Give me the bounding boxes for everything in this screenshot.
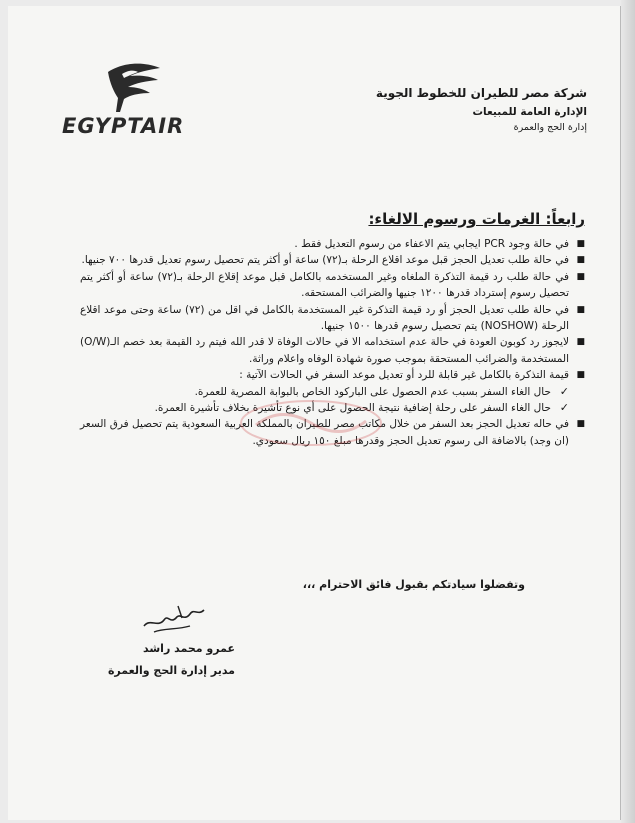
signatory-title: مدير إدارة الحج والعمرة — [107, 664, 235, 677]
list-item: ■ في حالة طلب تعديل الحجز قبل موعد اقلاع الرحلة بـ(٧٢) ساعة أو أكثر يتم تحصيل رسوم تعديل قدرها ٧٠٠ جنيها. — [80, 252, 585, 268]
square-bullet-icon: ■ — [576, 239, 585, 249]
square-bullet-icon: ■ — [576, 337, 585, 348]
section-title: رابعاً: الغرمات ورسوم الالغاء: — [368, 210, 585, 228]
handwritten-signature — [140, 598, 210, 638]
letterhead — [367, 86, 587, 133]
horus-falcon-icon — [100, 62, 164, 114]
checkmark-icon: ✓ — [559, 401, 569, 415]
square-bullet-icon: ■ — [576, 271, 585, 282]
company-name: شركة مصر للطيران للخطوط الجوية — [375, 86, 587, 100]
list-item: ■ في حالة طلب تعديل الحجز أو رد قيمة التذكرة غير المستخدمة بالكامل في اقل من (٧٢) ساعة وحتى موعد اقلاع الرحلة (NOSHOW) يتم تحصيل رسوم قدرها ١٥٠٠ جنيها. — [80, 303, 585, 333]
list-item: ■ لايجوز رد كوبون العودة في حالة عدم استخدامه الا في حالات الوفاة لا قدر الله فيتم رد القيمة بعد خصم الـ(O/W) المستخدمة والضرائب المستحقة بموجب صورة شهادة الوفاه واعلام وراثة. — [80, 336, 585, 365]
list-item: ■ في حالة وجود PCR ايجابي يتم الاعفاء من رسوم التعديل فقط . — [80, 236, 585, 252]
square-bullet-icon: ■ — [576, 304, 585, 315]
watermark-stamp — [236, 395, 386, 450]
sub-department-name: إدارة الحج والعمرة — [513, 122, 587, 133]
egyptair-logo — [62, 62, 202, 144]
closing-line: وتفضلوا سيادتكم بقبول فائق الاحترام ،،، — [302, 578, 525, 591]
list-item: ■ في حالة طلب رد قيمة التذكرة الملغاه وغير المستخدمه بالكامل قبل موعد إقلاع الرحلة بـ(٧٢) ساعة أو أكثر يتم تحصيل رسوم إسترداد قدرها ١٢٠٠ جنيها والضرائب المستحقه. — [80, 270, 585, 300]
square-bullet-icon: ■ — [576, 370, 585, 381]
square-bullet-icon: ■ — [576, 419, 585, 430]
scan-edge — [621, 0, 635, 823]
square-bullet-icon: ■ — [576, 255, 585, 266]
list-item: ■ قيمة التذكرة بالكامل غير قابلة للرد أو تعديل موعد السفر في الحالات الآتية : ✓ حال الغاء السفر بسبب عدم الحصول على الباركود الخاص بالبوابة المصرية للعمرة. ✓ حال الغاء السفر على رحلة إضافية نتيجة الحصول على أي نوع تأشيرة بخلاف تأشيرة العمرة. — [80, 367, 585, 416]
signatory-name: عمرو محمد راشد — [143, 642, 235, 655]
department-name: الإدارة العامة للمبيعات — [472, 106, 587, 118]
sub-list-item: ✓ حال الغاء السفر بسبب عدم الحصول على الباركود الخاص بالبوابة المصرية للعمرة. — [80, 384, 569, 400]
sub-list-item: ✓ حال الغاء السفر على رحلة إضافية نتيجة الحصول على أي نوع تأشيرة بخلاف تأشيرة العمرة. — [80, 400, 569, 416]
checkmark-icon: ✓ — [559, 384, 569, 398]
list-item: ■ في حاله تعديل الحجز بعد السفر من خلال مكاتب مصر للطيران بالمملكة العربية السعودية يتم تحصيل فرق السعر (ان وجد) بالاضافة الى رسوم تعديل الحجز وقدرها مبلغ ١٥٠ ريال سعودي. — [80, 418, 585, 447]
logo-wordmark: EGYPTAIR — [62, 114, 185, 138]
